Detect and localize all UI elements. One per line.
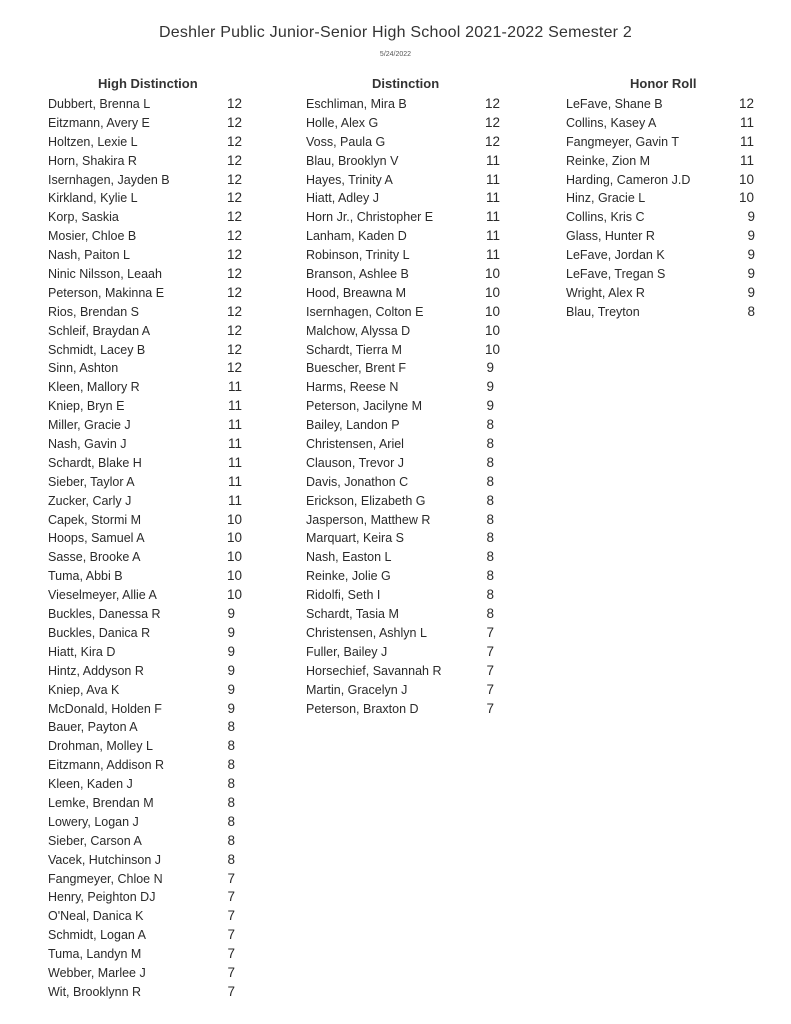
student-row bbox=[302, 152, 502, 171]
document-title: Deshler Public Junior-Senior High School 2021-2022 Semester 2 bbox=[159, 24, 632, 41]
student-row bbox=[302, 548, 502, 567]
student-grade: 9 bbox=[227, 700, 235, 716]
student-name: Martin, Gracelyn J bbox=[306, 682, 408, 697]
student-row bbox=[562, 114, 762, 133]
student-name: Schardt, Tierra M bbox=[306, 342, 402, 357]
student-name: Kleen, Mallory R bbox=[48, 380, 140, 395]
student-row bbox=[44, 114, 244, 133]
student-name: Harding, Cameron J.D bbox=[566, 172, 691, 187]
student-grade: 11 bbox=[227, 436, 242, 452]
student-row bbox=[302, 492, 502, 511]
student-name: Hiatt, Kira D bbox=[48, 644, 116, 659]
column-header: Honor Roll bbox=[630, 76, 697, 91]
student-row bbox=[44, 926, 244, 945]
student-grade: 7 bbox=[486, 624, 494, 640]
student-name: Malchow, Alyssa D bbox=[306, 323, 411, 338]
student-name: Collins, Kasey A bbox=[566, 115, 657, 130]
student-name: Rios, Brendan S bbox=[48, 304, 140, 319]
student-row bbox=[302, 662, 502, 681]
student-name: Lanham, Kaden D bbox=[306, 229, 407, 244]
student-grade: 10 bbox=[226, 530, 242, 546]
student-row bbox=[302, 473, 502, 492]
student-name: Fangmeyer, Chloe N bbox=[48, 871, 163, 886]
student-grade: 8 bbox=[227, 757, 235, 773]
student-grade: 8 bbox=[486, 568, 494, 584]
student-name: Kniep, Ava K bbox=[48, 682, 120, 697]
student-grade: 12 bbox=[226, 322, 242, 338]
student-grade: 8 bbox=[486, 511, 494, 527]
student-row bbox=[44, 548, 244, 567]
student-name: Wright, Alex R bbox=[566, 285, 645, 300]
student-row bbox=[302, 133, 502, 152]
student-grade: 9 bbox=[486, 379, 494, 395]
student-name: Eitzmann, Addison R bbox=[48, 758, 165, 773]
student-name: Sieber, Carson A bbox=[48, 833, 142, 848]
student-name: LeFave, Tregan S bbox=[566, 267, 666, 282]
student-name: Hoops, Samuel A bbox=[48, 531, 145, 546]
student-grade: 8 bbox=[486, 530, 494, 546]
student-grade: 12 bbox=[226, 114, 242, 130]
student-name: Ridolfi, Seth I bbox=[306, 588, 381, 603]
student-name: Branson, Ashlee B bbox=[306, 267, 409, 282]
student-name: Nash, Paiton L bbox=[48, 248, 130, 263]
student-row bbox=[302, 605, 502, 624]
student-grade: 8 bbox=[486, 606, 494, 622]
student-grade: 8 bbox=[227, 851, 235, 867]
document-date: 5/24/2022 bbox=[379, 51, 412, 58]
student-name: Blau, Treyton bbox=[566, 304, 640, 319]
student-name: Marquart, Keira S bbox=[306, 531, 404, 546]
student-name: Isernhagen, Jayden B bbox=[48, 172, 170, 187]
student-name: McDonald, Holden F bbox=[48, 701, 162, 716]
student-name: Reinke, Zion M bbox=[566, 153, 651, 168]
student-grade: 10 bbox=[226, 568, 242, 584]
student-row bbox=[562, 171, 762, 190]
student-grade: 10 bbox=[738, 171, 754, 187]
student-name: Korp, Saskia bbox=[48, 210, 119, 225]
student-name: Peterson, Jacilyne M bbox=[306, 399, 423, 414]
student-grade: 12 bbox=[226, 247, 242, 263]
student-row bbox=[302, 624, 502, 643]
student-name: Henry, Peighton DJ bbox=[48, 890, 156, 905]
student-grade: 12 bbox=[484, 96, 500, 111]
student-row bbox=[562, 303, 762, 322]
student-name: Peterson, Braxton D bbox=[306, 701, 419, 716]
student-row bbox=[302, 359, 502, 378]
student-name: Hinz, Gracie L bbox=[566, 191, 646, 206]
student-name: Isernhagen, Colton E bbox=[306, 304, 424, 319]
student-name: Peterson, Makinna E bbox=[48, 285, 165, 300]
student-name: Mosier, Chloe B bbox=[48, 229, 137, 244]
student-name: Bauer, Payton A bbox=[48, 720, 138, 735]
student-row bbox=[44, 813, 244, 832]
student-grade: 9 bbox=[227, 662, 235, 678]
student-row bbox=[44, 794, 244, 813]
student-grade: 8 bbox=[486, 473, 494, 489]
student-grade: 7 bbox=[486, 681, 494, 697]
student-grade: 10 bbox=[226, 549, 242, 565]
student-row bbox=[44, 189, 244, 208]
student-grade: 11 bbox=[485, 209, 500, 225]
student-grade: 12 bbox=[226, 133, 242, 149]
student-row bbox=[44, 95, 244, 114]
student-grade: 12 bbox=[226, 360, 242, 376]
student-grade: 10 bbox=[738, 190, 754, 206]
student-row bbox=[44, 681, 244, 700]
student-grade: 9 bbox=[747, 209, 755, 225]
student-grade: 8 bbox=[486, 417, 494, 433]
student-name: Miller, Gracie J bbox=[48, 418, 131, 433]
student-row bbox=[44, 133, 244, 152]
student-name: Buescher, Brent F bbox=[306, 361, 407, 376]
student-name: Schmidt, Lacey B bbox=[48, 342, 146, 357]
student-row bbox=[44, 322, 244, 341]
student-grade: 9 bbox=[227, 606, 235, 622]
student-name: Vieselmeyer, Allie A bbox=[48, 588, 157, 603]
student-row bbox=[44, 435, 244, 454]
student-grade: 9 bbox=[747, 284, 755, 300]
student-grade: 8 bbox=[486, 436, 494, 452]
student-name: Fuller, Bailey J bbox=[306, 644, 388, 659]
student-name: Ninic Nilsson, Leaah bbox=[48, 267, 162, 282]
student-row bbox=[562, 265, 762, 284]
student-row bbox=[44, 775, 244, 794]
student-row bbox=[44, 341, 244, 360]
student-grade: 12 bbox=[484, 133, 500, 149]
column-header: Distinction bbox=[372, 76, 440, 91]
student-row bbox=[562, 189, 762, 208]
student-row bbox=[44, 945, 244, 964]
student-grade: 11 bbox=[739, 114, 754, 130]
student-name: Nash, Gavin J bbox=[48, 437, 127, 452]
student-grade: 11 bbox=[227, 454, 242, 470]
student-row bbox=[302, 643, 502, 662]
student-row bbox=[44, 718, 244, 737]
student-row bbox=[44, 529, 244, 548]
student-row bbox=[44, 983, 244, 1002]
student-grade: 8 bbox=[227, 776, 235, 792]
student-name: Lowery, Logan J bbox=[48, 814, 139, 829]
student-grade: 8 bbox=[227, 719, 235, 735]
student-grade: 9 bbox=[486, 398, 494, 414]
student-grade: 7 bbox=[486, 643, 494, 659]
student-grade: 9 bbox=[227, 681, 235, 697]
student-row bbox=[562, 133, 762, 152]
student-grade: 7 bbox=[486, 662, 494, 678]
high-distinction-column bbox=[44, 75, 244, 1002]
student-grade: 7 bbox=[227, 983, 235, 999]
student-name: Capek, Stormi M bbox=[48, 512, 142, 527]
student-name: Lemke, Brendan M bbox=[48, 795, 154, 810]
student-name: Webber, Marlee J bbox=[48, 965, 146, 980]
student-grade: 10 bbox=[484, 284, 500, 300]
student-name: Hiatt, Adley J bbox=[306, 191, 379, 206]
student-row bbox=[44, 662, 244, 681]
student-row bbox=[302, 416, 502, 435]
student-row bbox=[302, 284, 502, 303]
student-name: Erickson, Elizabeth G bbox=[306, 493, 426, 508]
student-row bbox=[562, 227, 762, 246]
student-name: Wit, Brooklynn R bbox=[48, 984, 142, 999]
student-grade: 7 bbox=[227, 889, 235, 905]
student-row bbox=[562, 95, 762, 114]
student-name: Horn, Shakira R bbox=[48, 153, 137, 168]
student-grade: 11 bbox=[739, 133, 754, 149]
student-name: Sieber, Taylor A bbox=[48, 474, 135, 489]
student-grade: 10 bbox=[226, 511, 242, 527]
student-name: Holtzen, Lexie L bbox=[48, 134, 138, 149]
student-row bbox=[302, 378, 502, 397]
student-name: Vacek, Hutchinson J bbox=[48, 852, 162, 867]
student-name: Blau, Brooklyn V bbox=[306, 153, 399, 168]
student-row bbox=[302, 265, 502, 284]
student-name: Fangmeyer, Gavin T bbox=[566, 134, 680, 149]
student-row bbox=[302, 95, 502, 114]
student-name: Schmidt, Logan A bbox=[48, 928, 146, 943]
student-name: Dubbert, Brenna L bbox=[48, 97, 151, 111]
student-name: Tuma, Landyn M bbox=[48, 947, 142, 962]
student-row bbox=[44, 624, 244, 643]
student-row bbox=[44, 473, 244, 492]
student-row bbox=[44, 416, 244, 435]
student-name: Schardt, Tasia M bbox=[306, 607, 399, 622]
student-grade: 9 bbox=[747, 266, 755, 282]
student-row bbox=[44, 832, 244, 851]
student-row bbox=[302, 435, 502, 454]
student-name: Horsechief, Savannah R bbox=[306, 663, 442, 678]
student-grade: 7 bbox=[227, 870, 235, 886]
student-name: Clauson, Trevor J bbox=[306, 455, 404, 470]
student-name: LeFave, Jordan K bbox=[566, 248, 665, 263]
student-row bbox=[44, 208, 244, 227]
student-row bbox=[302, 322, 502, 341]
student-grade: 10 bbox=[484, 303, 500, 319]
student-grade: 8 bbox=[486, 587, 494, 603]
student-grade: 11 bbox=[227, 492, 242, 508]
student-name: Christensen, Ashlyn L bbox=[306, 625, 427, 640]
student-grade: 11 bbox=[485, 228, 500, 244]
student-row bbox=[44, 586, 244, 605]
student-name: Sasse, Brooke A bbox=[48, 550, 141, 565]
student-name: Nash, Easton L bbox=[306, 550, 392, 565]
student-name: Horn Jr., Christopher E bbox=[306, 210, 434, 225]
student-name: Buckles, Danica R bbox=[48, 625, 151, 640]
student-row bbox=[302, 567, 502, 586]
student-grade: 12 bbox=[226, 284, 242, 300]
student-row bbox=[302, 700, 502, 719]
student-grade: 12 bbox=[484, 114, 500, 130]
student-name: Kirkland, Kylie L bbox=[48, 191, 138, 206]
student-row bbox=[302, 341, 502, 360]
student-name: Hintz, Addyson R bbox=[48, 663, 144, 678]
student-grade: 11 bbox=[227, 379, 242, 395]
student-grade: 8 bbox=[486, 454, 494, 470]
student-row bbox=[562, 284, 762, 303]
student-name: Reinke, Jolie G bbox=[306, 569, 391, 584]
student-row bbox=[44, 567, 244, 586]
student-grade: 7 bbox=[486, 700, 494, 716]
student-grade: 10 bbox=[484, 322, 500, 338]
student-row bbox=[44, 851, 244, 870]
student-row bbox=[302, 586, 502, 605]
student-row bbox=[302, 397, 502, 416]
student-grade: 7 bbox=[227, 908, 235, 924]
student-row bbox=[44, 303, 244, 322]
student-grade: 12 bbox=[226, 266, 242, 282]
student-grade: 12 bbox=[226, 190, 242, 206]
student-row bbox=[44, 888, 244, 907]
student-grade: 11 bbox=[227, 473, 242, 489]
student-name: Schardt, Blake H bbox=[48, 455, 142, 470]
student-row bbox=[44, 152, 244, 171]
student-grade: 12 bbox=[226, 152, 242, 168]
student-row bbox=[44, 907, 244, 926]
student-row bbox=[302, 529, 502, 548]
student-row bbox=[44, 246, 244, 265]
student-grade: 10 bbox=[226, 587, 242, 603]
student-name: Schleif, Braydan A bbox=[48, 323, 151, 338]
student-name: Zucker, Carly J bbox=[48, 493, 132, 508]
student-row bbox=[302, 171, 502, 190]
student-grade: 11 bbox=[485, 190, 500, 206]
student-grade: 7 bbox=[227, 946, 235, 962]
student-name: Sinn, Ashton bbox=[48, 361, 119, 376]
student-grade: 11 bbox=[739, 152, 754, 168]
student-row bbox=[302, 454, 502, 473]
student-grade: 7 bbox=[227, 927, 235, 943]
student-row bbox=[44, 171, 244, 190]
student-row bbox=[44, 359, 244, 378]
student-name: Drohman, Molley L bbox=[48, 739, 153, 754]
student-name: Glass, Hunter R bbox=[566, 229, 655, 244]
student-grade: 12 bbox=[226, 228, 242, 244]
student-row bbox=[44, 643, 244, 662]
student-grade: 11 bbox=[227, 417, 242, 433]
student-row bbox=[562, 246, 762, 265]
student-grade: 8 bbox=[227, 832, 235, 848]
student-grade: 11 bbox=[485, 152, 500, 168]
student-grade: 11 bbox=[227, 398, 242, 414]
student-row bbox=[302, 114, 502, 133]
student-name: Davis, Jonathon C bbox=[306, 474, 409, 489]
student-name: Hayes, Trinity A bbox=[306, 172, 393, 187]
student-row bbox=[44, 870, 244, 889]
student-row bbox=[44, 227, 244, 246]
student-grade: 8 bbox=[747, 303, 755, 319]
student-row bbox=[562, 208, 762, 227]
student-name: Kleen, Kaden J bbox=[48, 777, 133, 792]
student-name: Voss, Paula G bbox=[306, 134, 386, 149]
student-grade: 12 bbox=[226, 341, 242, 357]
student-grade: 8 bbox=[486, 549, 494, 565]
student-row bbox=[44, 737, 244, 756]
student-row bbox=[44, 378, 244, 397]
student-name: Holle, Alex G bbox=[306, 115, 379, 130]
student-name: LeFave, Shane B bbox=[566, 97, 663, 111]
student-grade: 9 bbox=[486, 360, 494, 376]
student-grade: 8 bbox=[227, 813, 235, 829]
student-name: Christensen, Ariel bbox=[306, 437, 404, 452]
distinction-column bbox=[302, 75, 502, 718]
student-row bbox=[44, 756, 244, 775]
student-name: Eitzmann, Avery E bbox=[48, 115, 150, 130]
student-row bbox=[302, 246, 502, 265]
student-grade: 7 bbox=[227, 964, 235, 980]
student-grade: 12 bbox=[226, 303, 242, 319]
student-grade: 10 bbox=[484, 341, 500, 357]
student-name: Jasperson, Matthew R bbox=[306, 512, 431, 527]
student-grade: 11 bbox=[485, 171, 500, 187]
student-grade: 9 bbox=[227, 643, 235, 659]
student-grade: 12 bbox=[226, 209, 242, 225]
student-grade: 9 bbox=[747, 247, 755, 263]
student-name: Tuma, Abbi B bbox=[48, 569, 123, 584]
student-row bbox=[302, 511, 502, 530]
student-name: Kniep, Bryn E bbox=[48, 399, 125, 414]
student-row bbox=[44, 511, 244, 530]
student-row bbox=[562, 152, 762, 171]
student-row bbox=[44, 397, 244, 416]
student-row bbox=[44, 700, 244, 719]
student-grade: 12 bbox=[226, 171, 242, 187]
student-name: Buckles, Danessa R bbox=[48, 607, 161, 622]
student-row bbox=[302, 303, 502, 322]
student-grade: 10 bbox=[484, 266, 500, 282]
column-header: High Distinction bbox=[98, 76, 198, 91]
student-row bbox=[44, 265, 244, 284]
honor-roll-column bbox=[562, 75, 762, 322]
student-row bbox=[44, 284, 244, 303]
student-row bbox=[302, 681, 502, 700]
student-name: Robinson, Trinity L bbox=[306, 248, 410, 263]
student-grade: 9 bbox=[747, 228, 755, 244]
student-grade: 12 bbox=[226, 96, 242, 111]
student-grade: 11 bbox=[485, 247, 500, 263]
student-name: Collins, Kris C bbox=[566, 210, 645, 225]
student-row bbox=[302, 227, 502, 246]
student-grade: 8 bbox=[227, 738, 235, 754]
student-row bbox=[44, 605, 244, 624]
student-grade: 9 bbox=[227, 624, 235, 640]
student-row bbox=[302, 208, 502, 227]
student-grade: 8 bbox=[227, 794, 235, 810]
student-grade: 12 bbox=[738, 96, 754, 111]
student-name: Eschliman, Mira B bbox=[306, 97, 407, 111]
student-row bbox=[44, 454, 244, 473]
student-name: Harms, Reese N bbox=[306, 380, 399, 395]
student-name: Bailey, Landon P bbox=[306, 418, 400, 433]
student-row bbox=[302, 189, 502, 208]
student-row bbox=[44, 964, 244, 983]
student-name: O'Neal, Danica K bbox=[48, 909, 144, 924]
student-name: Hood, Breawna M bbox=[306, 285, 407, 300]
student-grade: 8 bbox=[486, 492, 494, 508]
student-row bbox=[44, 492, 244, 511]
